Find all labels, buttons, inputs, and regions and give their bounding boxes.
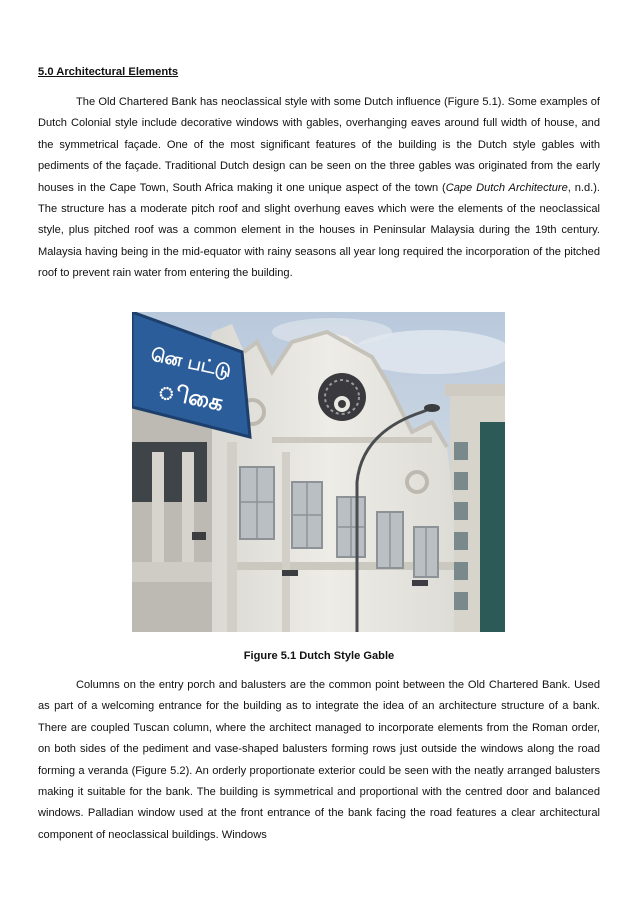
paragraph-1 [38,92,600,285]
sign-text-line2: ிகை [155,378,226,417]
citation-title: Cape Dutch Architecture [445,181,568,194]
shell-ornament [318,373,366,421]
left-building [132,392,212,632]
figure-caption: Figure 5.1 Dutch Style Gable [243,650,395,662]
sign-text-line1: னெ பட்டு [148,344,234,382]
paragraph-2-text: Columns on the entry porch and balusters are the common point between the Old Chartered Bank. Used as part of a welcoming entrance for the building as to integrate the idea of an architecture structure of a bank. There are coupled Tuscan column, where the architect managed to incorporate elements from the Roman order, on both sides of the pediment and vase-shaped balusters forming rows just outside the windows along the road forming a veranda (Figure 5.2). An orderly proportionate exterior could be seen with the neatly arranged balusters making it suitable for the bank. The building is symmetrical and proportional with the centred door and balanced windows. Palladian window used at the front entrance of the bank facing the road features a clear architectural component of neoclassical buildings. Windows [38,679,600,841]
paragraph-1-text-a: The Old Chartered Bank has neoclassical style with some Dutch influence (Figure 5.1). Some examples of Dutch Colonial style include decorative windows with gables, overhanging eaves around full width of house, and the symmetrical façade. One of the most significant features of the building is the Dutch style gables with pediments of the façade. Traditional Dutch design can be seen on the three gables was originated from the early houses in the Cape Town, South Africa making it one unique aspect of the town ( [38,96,600,194]
paragraph-1-text-b: , n.d.). The structure has a moderate pitch roof and slight overhung eaves which were the elements of the neoclassical style, plus pitched roof was a common element in the houses in Peninsular Malaysia during the 19th century. Malaysia having being in the mid-equator with rainy seasons all year long required the incorporation of the pitched roof to prevent rain water from entering the building. [38,181,600,280]
figure-photo-dutch-gable [132,312,505,632]
section-heading: 5.0 Architectural Elements [38,66,179,78]
paragraph-2 [38,675,600,846]
